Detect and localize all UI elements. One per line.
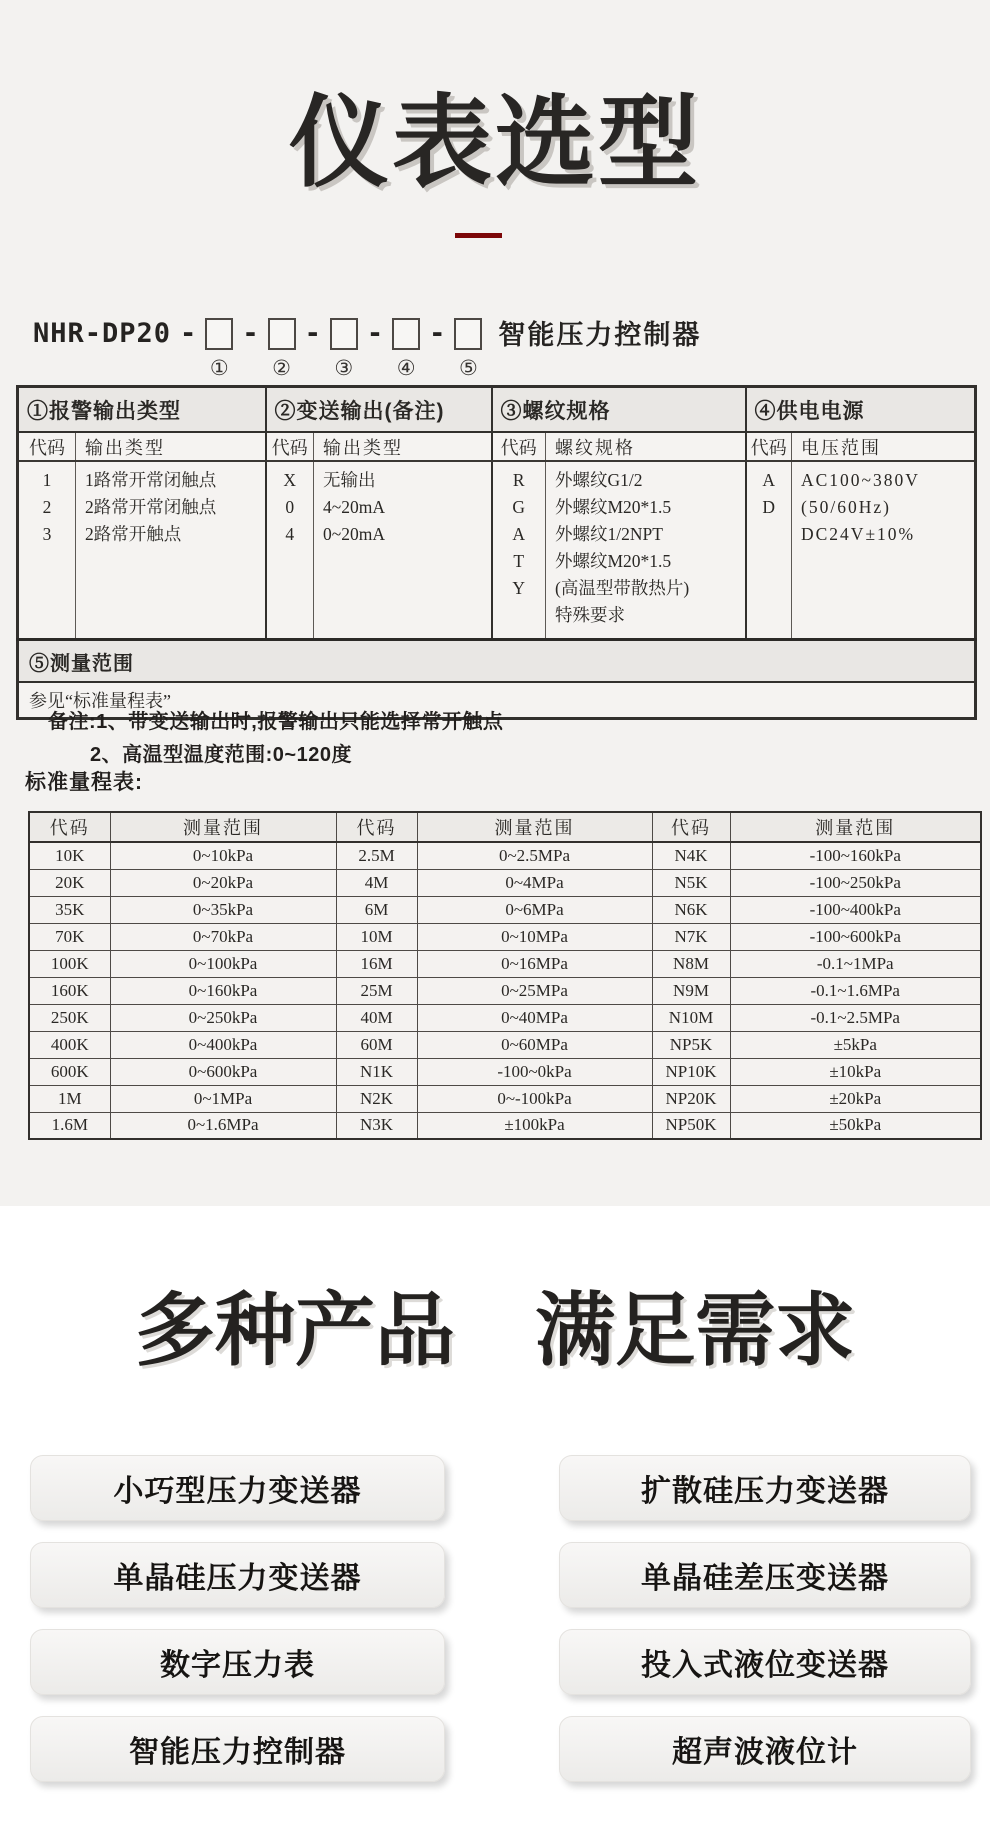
range-table-cell: 0~1MPa bbox=[110, 1085, 336, 1112]
range-table-cell: N2K bbox=[336, 1085, 417, 1112]
range-table-cell: NP10K bbox=[652, 1058, 730, 1085]
range-table-cell: 0~35kPa bbox=[110, 896, 336, 923]
option-label: 外螺纹M20*1.5 bbox=[555, 551, 672, 571]
option-code: G bbox=[512, 497, 526, 517]
model-code-box bbox=[268, 318, 296, 350]
product-button[interactable]: 扩散硅压力变送器 bbox=[559, 1455, 971, 1521]
range-table-cell: 60M bbox=[336, 1031, 417, 1058]
range-table-cell: N4K bbox=[652, 842, 730, 869]
model-dash: - bbox=[304, 318, 321, 349]
range-table-cell: 0~16MPa bbox=[417, 950, 652, 977]
position-marker: ② bbox=[272, 356, 291, 380]
option-label: DC24V±10% bbox=[801, 524, 916, 544]
range-table-cell: 0~6MPa bbox=[417, 896, 652, 923]
range-table-cell: -0.1~2.5MPa bbox=[730, 1004, 981, 1031]
option-code: R bbox=[512, 470, 525, 490]
col-header: 代码 bbox=[492, 432, 546, 461]
col-header: 输出类型 bbox=[314, 432, 492, 461]
option-label: 特殊要求 bbox=[555, 605, 625, 625]
position-marker: ⑤ bbox=[458, 356, 478, 380]
range-table-cell: 0~25MPa bbox=[417, 977, 652, 1004]
options-cell bbox=[546, 461, 746, 639]
option-label: 外螺纹G1/2 bbox=[555, 470, 643, 490]
range-table-cell: 0~10MPa bbox=[417, 923, 652, 950]
range-table-cell: N3K bbox=[336, 1112, 417, 1139]
section-title: ④供电电源 bbox=[746, 387, 976, 433]
model-code-box bbox=[454, 318, 482, 350]
position-marker: ③ bbox=[334, 356, 354, 380]
selection-table bbox=[16, 385, 977, 720]
range-table-cell: 10M bbox=[336, 923, 417, 950]
col-header: 输出类型 bbox=[76, 432, 266, 461]
position-marker: ① bbox=[209, 356, 229, 380]
range-table-cell: ±5kPa bbox=[730, 1031, 981, 1058]
position-marker: ④ bbox=[396, 356, 416, 380]
range-table-row bbox=[29, 1031, 981, 1058]
range-table-cell: -100~400kPa bbox=[730, 896, 981, 923]
range-table-cell: 40M bbox=[336, 1004, 417, 1031]
section-title-row bbox=[18, 387, 976, 433]
model-dash: - bbox=[180, 318, 197, 349]
option-label: (50/60Hz) bbox=[801, 497, 891, 517]
option-code: T bbox=[513, 551, 525, 571]
note-line-1: 备注:1、带变送输出时,报警输出只能选择常开触点 bbox=[48, 711, 504, 733]
range-table-cell: 0~160kPa bbox=[110, 977, 336, 1004]
title-accent-dash bbox=[455, 233, 502, 238]
product-button-grid bbox=[30, 1455, 971, 1782]
option-code: 2 bbox=[42, 497, 52, 517]
option-label: 外螺纹1/2NPT bbox=[555, 524, 663, 544]
range-table-cell: -100~250kPa bbox=[730, 869, 981, 896]
section-title: ①报警输出类型 bbox=[18, 387, 266, 433]
range-table-cell: ±20kPa bbox=[730, 1085, 981, 1112]
range-table-cell: 0~60MPa bbox=[417, 1031, 652, 1058]
range-table-cell: 0~1.6MPa bbox=[110, 1112, 336, 1139]
column-header-row bbox=[18, 432, 976, 461]
model-slot-3 bbox=[330, 318, 358, 380]
option-label: (高温型带散热片) bbox=[555, 578, 690, 598]
range-table-row bbox=[29, 1004, 981, 1031]
range-col-header: 测量范围 bbox=[730, 812, 981, 842]
range-table-caption: 标准量程表: bbox=[25, 771, 143, 794]
range-table-cell: 25M bbox=[336, 977, 417, 1004]
product-button[interactable]: 投入式液位变送器 bbox=[559, 1629, 971, 1695]
option-code: Y bbox=[512, 578, 526, 598]
options-cell bbox=[314, 461, 492, 639]
model-dash: - bbox=[366, 318, 384, 349]
option-label: AC100~380V bbox=[801, 470, 920, 490]
range-table-cell: N1K bbox=[336, 1058, 417, 1085]
section-title: ②变送输出(备注) bbox=[266, 387, 492, 433]
standard-range-table bbox=[28, 811, 982, 1140]
range-table-cell: 35K bbox=[29, 896, 110, 923]
note-line-2: 2、高温型温度范围:0~120度 bbox=[90, 744, 352, 766]
model-slot-2 bbox=[268, 318, 296, 380]
product-button[interactable]: 单晶硅压力变送器 bbox=[30, 1542, 445, 1608]
col-header: 代码 bbox=[746, 432, 792, 461]
range-table-cell: ±50kPa bbox=[730, 1112, 981, 1139]
col-header: 螺纹规格 bbox=[546, 432, 746, 461]
range-table-cell: N10M bbox=[652, 1004, 730, 1031]
range-table-cell: 0~20kPa bbox=[110, 869, 336, 896]
headline-part-1: 多种产品 bbox=[135, 1286, 455, 1375]
codes-cell bbox=[266, 461, 314, 639]
product-button[interactable]: 数字压力表 bbox=[30, 1629, 445, 1695]
range-table-cell: 0~400kPa bbox=[110, 1031, 336, 1058]
range-table-cell: 600K bbox=[29, 1058, 110, 1085]
page-title: 仪表选型 bbox=[289, 87, 701, 199]
range-table-cell: 20K bbox=[29, 869, 110, 896]
range-table-cell: NP20K bbox=[652, 1085, 730, 1112]
model-prefix: NHR-DP20 bbox=[33, 318, 172, 349]
range-table-cell: N6K bbox=[652, 896, 730, 923]
option-code: 1 bbox=[42, 470, 52, 490]
model-slot-1 bbox=[205, 318, 233, 380]
option-label: 无输出 bbox=[323, 470, 376, 490]
model-code-box bbox=[205, 318, 233, 350]
option-label: 4~20mA bbox=[323, 497, 385, 517]
range-table-cell: 0~4MPa bbox=[417, 869, 652, 896]
model-code-box bbox=[330, 318, 358, 350]
range-table-cell: 70K bbox=[29, 923, 110, 950]
range-table-cell: NP5K bbox=[652, 1031, 730, 1058]
range-table-cell: 0~250kPa bbox=[110, 1004, 336, 1031]
range-table-row bbox=[29, 842, 981, 869]
range-table-cell: 1.6M bbox=[29, 1112, 110, 1139]
range-col-header: 代码 bbox=[652, 812, 730, 842]
range-table-cell: N8M bbox=[652, 950, 730, 977]
options-cell bbox=[792, 461, 976, 639]
range-table-row bbox=[29, 977, 981, 1004]
range-table-cell: 0~2.5MPa bbox=[417, 842, 652, 869]
option-label: 0~20mA bbox=[323, 524, 385, 544]
range-table-cell: 0~-100kPa bbox=[417, 1085, 652, 1112]
range-table-cell: -100~160kPa bbox=[730, 842, 981, 869]
range-table-cell: 2.5M bbox=[336, 842, 417, 869]
range-table-cell: ±100kPa bbox=[417, 1112, 652, 1139]
range-table-cell: -100~0kPa bbox=[417, 1058, 652, 1085]
option-label: 2路常开常闭触点 bbox=[85, 497, 217, 517]
range-table-cell: 400K bbox=[29, 1031, 110, 1058]
range-col-header: 代码 bbox=[336, 812, 417, 842]
measure-range-title-row bbox=[18, 639, 976, 682]
range-table-row bbox=[29, 1058, 981, 1085]
codes-cell bbox=[746, 461, 792, 639]
option-code: A bbox=[512, 524, 526, 544]
range-table-row bbox=[29, 950, 981, 977]
options-row bbox=[18, 461, 976, 639]
measure-range-value: 参见“标准量程表” bbox=[18, 682, 976, 719]
col-header: 代码 bbox=[266, 432, 314, 461]
range-table-cell: N7K bbox=[652, 923, 730, 950]
range-table-row bbox=[29, 1112, 981, 1139]
range-table-cell: 0~70kPa bbox=[110, 923, 336, 950]
range-table-cell: 16M bbox=[336, 950, 417, 977]
model-code-box bbox=[392, 318, 420, 350]
product-button[interactable]: 超声波液位计 bbox=[559, 1716, 971, 1782]
range-table-cell: -0.1~1.6MPa bbox=[730, 977, 981, 1004]
range-col-header: 测量范围 bbox=[110, 812, 336, 842]
option-code: 3 bbox=[42, 524, 52, 544]
range-table-row bbox=[29, 869, 981, 896]
model-dash: - bbox=[429, 318, 446, 349]
model-slot-5 bbox=[454, 318, 482, 380]
model-suffix: 智能压力控制器 bbox=[498, 320, 702, 350]
products-headline bbox=[0, 1266, 990, 1381]
option-code: D bbox=[762, 497, 776, 517]
product-button[interactable]: 单晶硅差压变送器 bbox=[559, 1542, 971, 1608]
range-table-cell: 100K bbox=[29, 950, 110, 977]
range-table-row bbox=[29, 923, 981, 950]
range-table-cell: 0~100kPa bbox=[110, 950, 336, 977]
option-code: A bbox=[762, 470, 776, 490]
codes-cell bbox=[18, 461, 76, 639]
range-table-cell: 1M bbox=[29, 1085, 110, 1112]
range-table-cell: 6M bbox=[336, 896, 417, 923]
range-table-cell: 4M bbox=[336, 869, 417, 896]
range-table-cell: 160K bbox=[29, 977, 110, 1004]
range-table-header-row bbox=[29, 812, 981, 842]
model-code-line bbox=[33, 318, 701, 380]
product-button[interactable]: 小巧型压力变送器 bbox=[30, 1455, 445, 1521]
col-header: 电压范围 bbox=[792, 432, 976, 461]
measure-range-title: ⑤测量范围 bbox=[18, 639, 976, 682]
option-code: X bbox=[283, 470, 297, 490]
model-slot-4 bbox=[392, 318, 420, 380]
model-dash: - bbox=[242, 318, 259, 349]
range-table-row bbox=[29, 896, 981, 923]
range-table-cell: ±10kPa bbox=[730, 1058, 981, 1085]
option-label: 1路常开常闭触点 bbox=[85, 470, 217, 490]
option-label: 外螺纹M20*1.5 bbox=[555, 497, 672, 517]
option-label: 2路常开触点 bbox=[85, 524, 182, 544]
range-table-cell: 10K bbox=[29, 842, 110, 869]
range-table-cell: N9M bbox=[652, 977, 730, 1004]
options-cell bbox=[76, 461, 266, 639]
range-table-cell: 0~600kPa bbox=[110, 1058, 336, 1085]
option-code: 4 bbox=[285, 524, 295, 544]
range-table-cell: N5K bbox=[652, 869, 730, 896]
section-title: ③螺纹规格 bbox=[492, 387, 746, 433]
col-header: 代码 bbox=[18, 432, 76, 461]
range-table-cell: 0~10kPa bbox=[110, 842, 336, 869]
range-col-header: 代码 bbox=[29, 812, 110, 842]
range-table-cell: -0.1~1MPa bbox=[730, 950, 981, 977]
headline-part-2: 满足需求 bbox=[535, 1286, 855, 1375]
option-code: 0 bbox=[285, 497, 295, 517]
codes-cell bbox=[492, 461, 546, 639]
range-table-cell: 250K bbox=[29, 1004, 110, 1031]
range-table-cell: 0~40MPa bbox=[417, 1004, 652, 1031]
range-col-header: 测量范围 bbox=[417, 812, 652, 842]
product-button[interactable]: 智能压力控制器 bbox=[30, 1716, 445, 1782]
range-table-cell: -100~600kPa bbox=[730, 923, 981, 950]
range-table-row bbox=[29, 1085, 981, 1112]
range-table-cell: NP50K bbox=[652, 1112, 730, 1139]
